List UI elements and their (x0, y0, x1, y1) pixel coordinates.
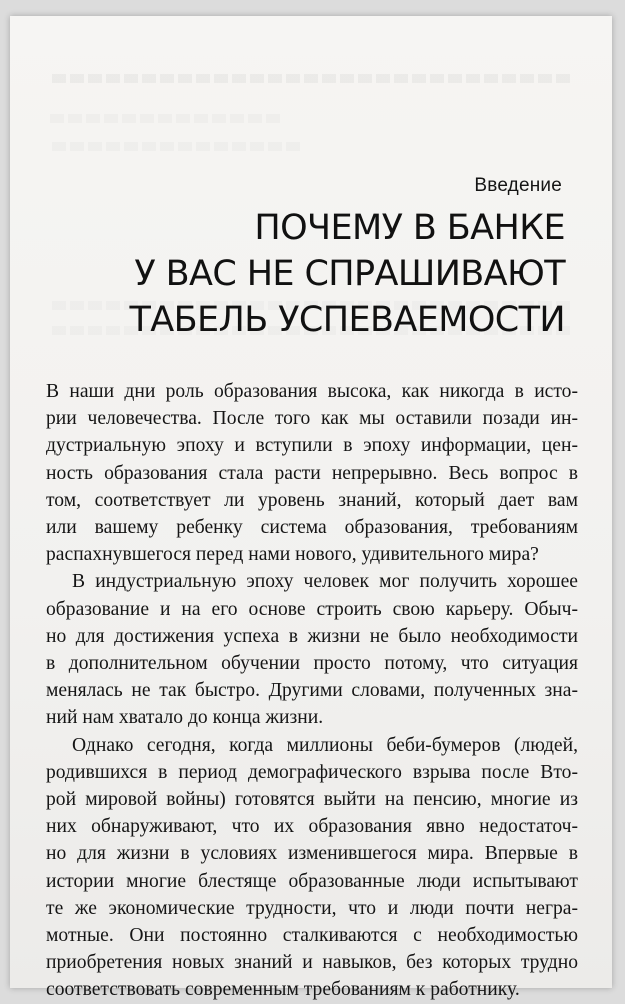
bleed-through-text (50, 142, 300, 151)
text-line: ний нам хватало до конца жизни. (46, 707, 324, 729)
text-line: менялась не так быстро. Другими словами, полученных зна- (46, 680, 578, 702)
text-line: соответствовать современным требованиям к работнику. (46, 979, 520, 1001)
chapter-title-line: ПОЧЕМУ В БАНКЕ (254, 208, 565, 248)
bleed-through-header (50, 74, 570, 83)
text-line: истории многие блестяще образованные люди испытывают (46, 870, 578, 892)
text-line: них обнаруживают, что их образования явно недостаточ- (46, 816, 578, 838)
text-line: том, соответствует ли уровень знаний, который дает вам (46, 489, 578, 511)
text-line: В индустриальную эпоху человек мог получить хорошее (72, 571, 578, 593)
text-line: дустриальную эпоху и вступили в эпоху информации, цен- (46, 435, 578, 457)
text-line: но для достижения успеха в жизни не было необходимости (46, 625, 578, 647)
text-line: те же экономические трудности, что и люди почти негра- (46, 897, 578, 919)
paragraph (46, 732, 578, 1004)
text-line: образование и на его основе строить свою карьеру. Обыч- (46, 598, 578, 620)
text-line: или вашему ребенку система образования, требованиям (46, 517, 578, 539)
text-line: в дополнительном обучении просто потому, что ситуация (46, 653, 578, 675)
chapter-title-line: ТАБЕЛЬ УСПЕВАЕМОСТИ (129, 300, 565, 340)
chapter-title-line: У ВАС НЕ СПРАШИВАЮТ (134, 254, 565, 294)
paragraph (46, 568, 578, 731)
bleed-through-text (50, 114, 280, 123)
text-line: рии человечества. После того как мы оставили позади ин- (46, 408, 578, 430)
text-line: В наши дни роль образования высока, как никогда в исто- (46, 381, 578, 402)
section-label: Введение (474, 175, 562, 196)
text-line: родившихся в период демографического взрыва после Вто- (46, 761, 578, 783)
text-line: мотные. Они постоянно сталкиваются с необходимостью (46, 925, 578, 947)
text-line: приобретения новых знаний и навыков, без которых трудно (46, 952, 578, 974)
text-line: ность образования стала расти непрерывно. Весь вопрос в (46, 462, 578, 484)
book-page (10, 16, 612, 1001)
text-line: рой мировой войны) готовятся выйти на пенсию, многие из (46, 789, 578, 811)
paragraph (46, 378, 578, 568)
text-line: распахнувшегося перед нами нового, удивительного мира? (46, 544, 539, 566)
text-line: но для жизни в условиях изменившегося мира. Впервые в (46, 843, 578, 865)
body-text (46, 378, 578, 1004)
chapter-title (25, 205, 565, 343)
text-line: Однако сегодня, когда миллионы беби-бумеров (людей, (72, 734, 578, 756)
